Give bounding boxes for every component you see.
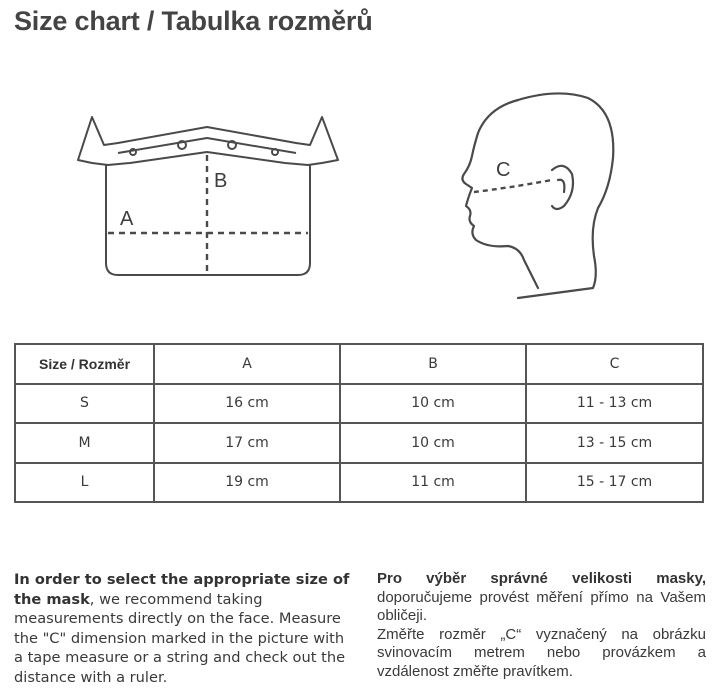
row-s-c: 11 - 13 cm (527, 385, 702, 423)
row-m-c: 13 - 15 cm (527, 424, 702, 462)
row-s-a: 16 cm (155, 385, 339, 423)
instructions-czech (377, 570, 706, 681)
mask-label-b: B (214, 170, 228, 192)
instructions-czech-text-1: doporučujeme provést měření přímo na Vašem obličeji. (377, 588, 706, 624)
size-table (14, 343, 704, 503)
row-m-size: M (16, 424, 153, 462)
head-profile-diagram (448, 88, 628, 303)
page-title: Size chart / Tabulka rozměrů (14, 6, 373, 36)
instructions-czech-text-2: Změřte rozměr „C“ vyznačený na obrázku svinovacím metrem nebo provázkem a vzdálenost změřte pravítkem. (377, 625, 706, 680)
row-s-size: S (16, 385, 153, 423)
header-a: A (155, 345, 339, 383)
header-b: B (341, 345, 525, 383)
row-s-b: 10 cm (341, 385, 525, 423)
instructions-english-text: , we recommend taking measurements directly on the face. Measure the "C" dimension marked in the picture with a tape measure or a string and check out the distance with a ruler. (14, 590, 346, 686)
row-l-c: 15 - 17 cm (527, 464, 702, 502)
row-m-b: 10 cm (341, 424, 525, 462)
mask-diagram (70, 105, 350, 285)
instructions-czech-bold: Pro výběr správné velikosti masky, (377, 570, 706, 587)
row-l-a: 19 cm (155, 464, 339, 502)
row-l-b: 11 cm (341, 464, 525, 502)
row-l-size: L (16, 464, 153, 502)
mask-label-a: A (120, 208, 134, 230)
head-label-c: C (496, 159, 511, 181)
instructions-english (14, 570, 354, 688)
instructions-english-bold: In order to select the appropriate size of the mask (14, 571, 350, 608)
header-size: Size / Rozměr (16, 345, 153, 383)
header-c: C (527, 345, 702, 383)
row-m-a: 17 cm (155, 424, 339, 462)
